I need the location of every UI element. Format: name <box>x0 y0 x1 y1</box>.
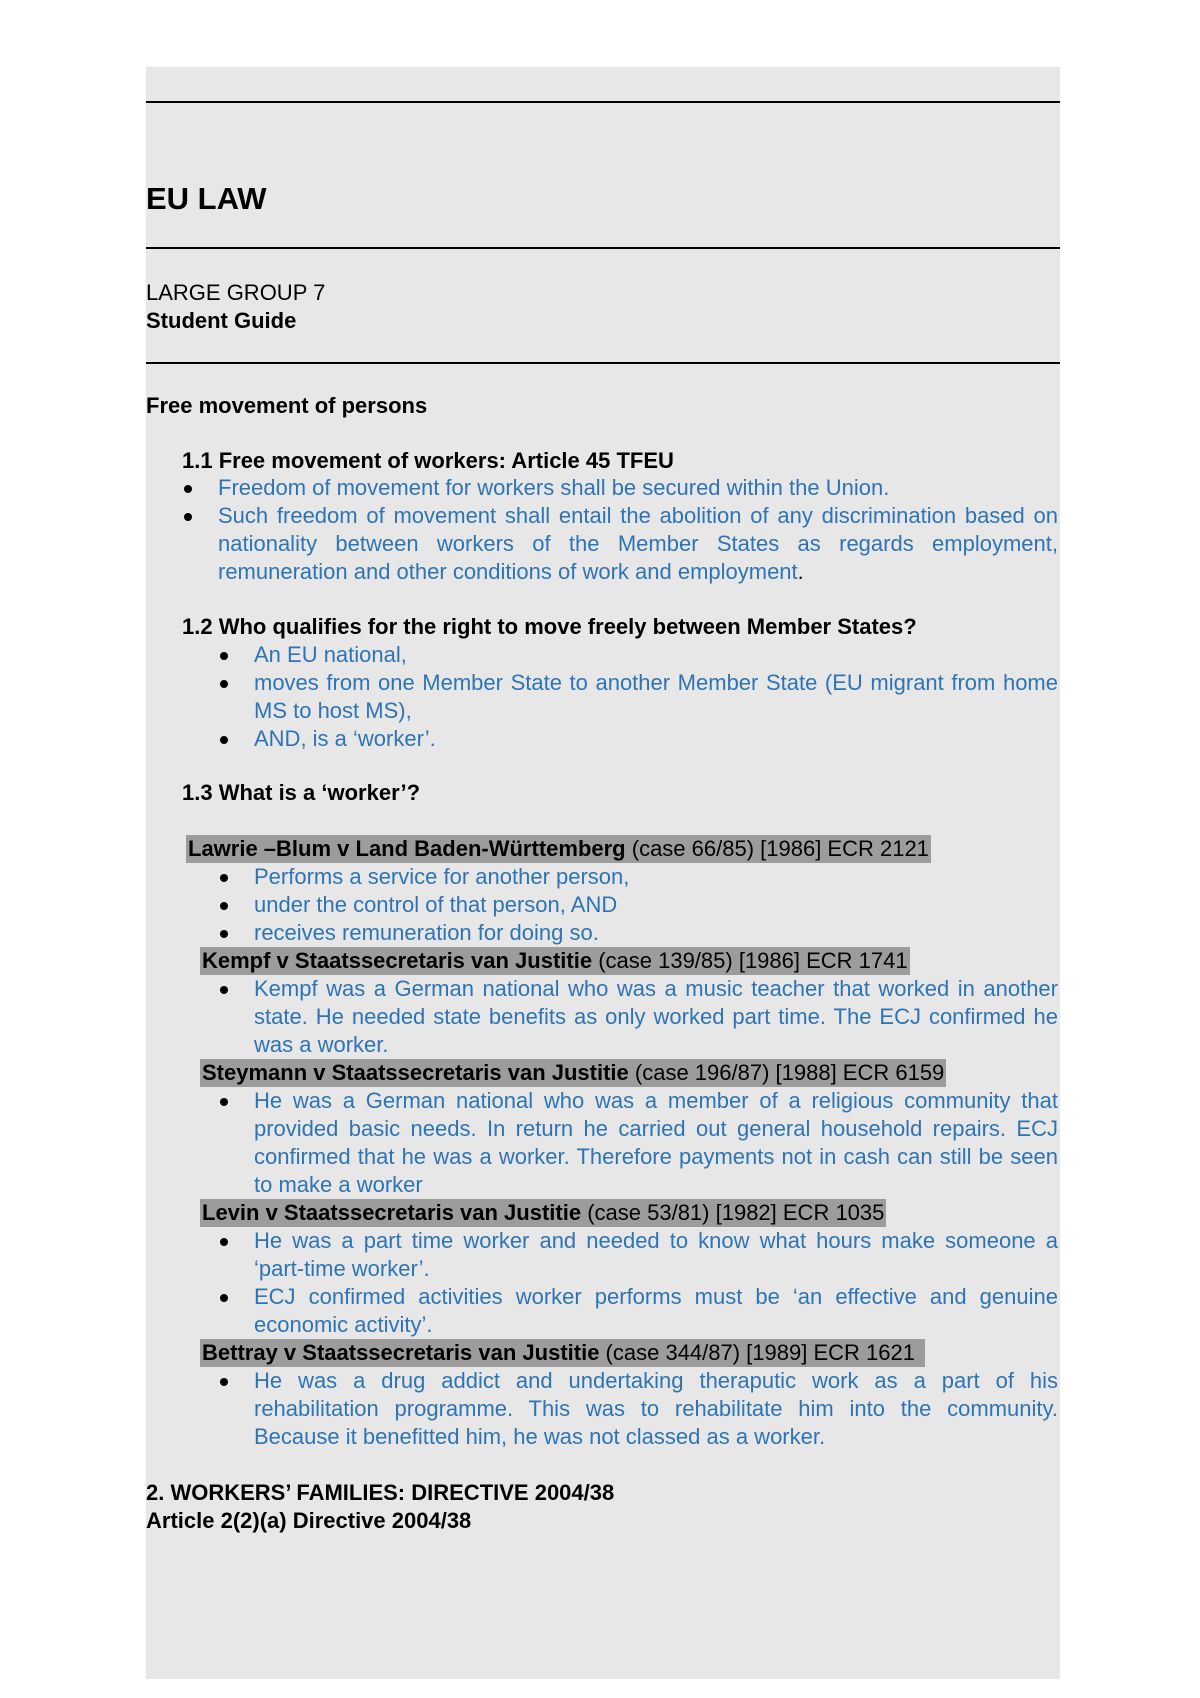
bullet-icon <box>220 1378 228 1386</box>
bullet-icon <box>184 513 192 521</box>
list-item-text: AND, is a ‘worker’. <box>254 726 436 751</box>
top-rule <box>146 101 1060 103</box>
case-list <box>254 975 1058 1059</box>
guide-label: Student Guide <box>146 308 297 333</box>
list-item <box>254 863 1058 891</box>
list-item-text: Such freedom of movement shall entail the abolition of any discrimination based on nationality between workers of the Member States as regards employment, remuneration and other conditions of work and employment <box>218 503 1058 584</box>
list-item-text: An EU national, <box>254 642 407 667</box>
bullet-icon <box>220 736 228 744</box>
section-1-2-list <box>254 641 1058 753</box>
bullet-icon <box>220 1294 228 1302</box>
bullet-icon <box>220 1098 228 1106</box>
bullet-icon <box>220 652 228 660</box>
case-heading <box>186 835 931 863</box>
case-list <box>254 1367 1058 1451</box>
case-reference: (case 196/87) [1988] ECR 6159 <box>628 1060 945 1085</box>
list-item-text: receives remuneration for doing so. <box>254 920 599 945</box>
bullet-icon <box>220 930 228 938</box>
list-item <box>218 502 1058 586</box>
list-item <box>218 474 1058 502</box>
case-reference: (case 139/85) [1986] ECR 1741 <box>592 948 908 973</box>
bullet-icon <box>220 1238 228 1246</box>
topic-heading: Free movement of persons <box>146 393 428 418</box>
section-2-subheading: Article 2(2)(a) Directive 2004/38 <box>146 1508 472 1533</box>
list-item-text: under the control of that person, AND <box>254 892 618 917</box>
case-name: Lawrie –Blum v Land Baden-Württemberg <box>188 836 626 861</box>
bullet-icon <box>220 902 228 910</box>
doc-title: EU LAW <box>146 181 267 216</box>
case-name: Levin v Staatssecretaris van Justitie <box>202 1200 582 1225</box>
group-label: LARGE GROUP 7 <box>146 280 326 305</box>
header-rule <box>146 362 1060 364</box>
case-name: Bettray v Staatssecretaris van Justitie <box>202 1340 600 1365</box>
case-list <box>254 863 1058 947</box>
case-name: Kempf v Staatssecretaris van Justitie <box>202 948 593 973</box>
list-item <box>254 975 1058 1059</box>
list-item <box>254 1227 1058 1283</box>
bullet-icon <box>220 874 228 882</box>
section-1-1-heading: 1.1 Free movement of workers: Article 45 TFEU <box>182 448 674 473</box>
list-item-text: He was a drug addict and undertaking theraputic work as a part of his rehabilitation programme. This was to rehabilitate him into the community. Because it benefitted him, he was not classed as a worker. <box>254 1368 1058 1449</box>
list-item-text: Kempf was a German national who was a music teacher that worked in another state. He needed state benefits as only worked part time. The ECJ confirmed he was a worker. <box>254 976 1058 1057</box>
list-item <box>254 919 1058 947</box>
list-item-text: He was a part time worker and needed to know what hours make someone a ‘part-time worker’. <box>254 1228 1058 1281</box>
title-rule <box>146 247 1060 249</box>
case-heading <box>200 1059 946 1087</box>
case-reference: (case 344/87) [1989] ECR 1621 <box>599 1340 915 1365</box>
list-item <box>254 1367 1058 1451</box>
list-item-text: Performs a service for another person, <box>254 864 630 889</box>
section-1-3-heading: 1.3 What is a ‘worker’? <box>182 780 421 805</box>
section-1-2-heading: 1.2 Who qualifies for the right to move freely between Member States? <box>182 614 917 639</box>
case-name: Steymann v Staatssecretaris van Justitie <box>202 1060 629 1085</box>
section-2-heading: 2. WORKERS’ FAMILIES: DIRECTIVE 2004/38 <box>146 1480 615 1505</box>
case-reference: (case 53/81) [1982] ECR 1035 <box>581 1200 885 1225</box>
list-item <box>254 1087 1058 1199</box>
document-page <box>146 67 1060 1679</box>
list-item-text: moves from one Member State to another Member State (EU migrant from home MS to host MS), <box>254 670 1058 723</box>
case-heading <box>200 1339 925 1367</box>
list-item <box>254 641 1058 669</box>
bullet-icon <box>184 485 192 493</box>
bullet-icon <box>220 986 228 994</box>
list-item <box>254 1283 1058 1339</box>
case-heading <box>200 1199 886 1227</box>
list-item <box>254 891 1058 919</box>
list-item-text: He was a German national who was a member of a religious community that provided basic needs. In return he carried out general household repairs. ECJ confirmed that he was a worker. Therefore payments not in cash can still be seen to make a worker <box>254 1088 1058 1197</box>
section-1-1-list <box>218 474 1058 586</box>
list-item <box>254 669 1058 725</box>
list-item-text: ECJ confirmed activities worker performs must be ‘an effective and genuine economic activity’. <box>254 1284 1058 1337</box>
case-list <box>254 1087 1058 1199</box>
case-reference: (case 66/85) [1986] ECR 2121 <box>625 836 929 861</box>
bullet-icon <box>220 680 228 688</box>
case-heading <box>200 947 910 975</box>
list-item-text: Freedom of movement for workers shall be secured within the Union. <box>218 475 890 500</box>
end-period: . <box>797 559 804 584</box>
list-item <box>254 725 1058 753</box>
case-list <box>254 1227 1058 1339</box>
